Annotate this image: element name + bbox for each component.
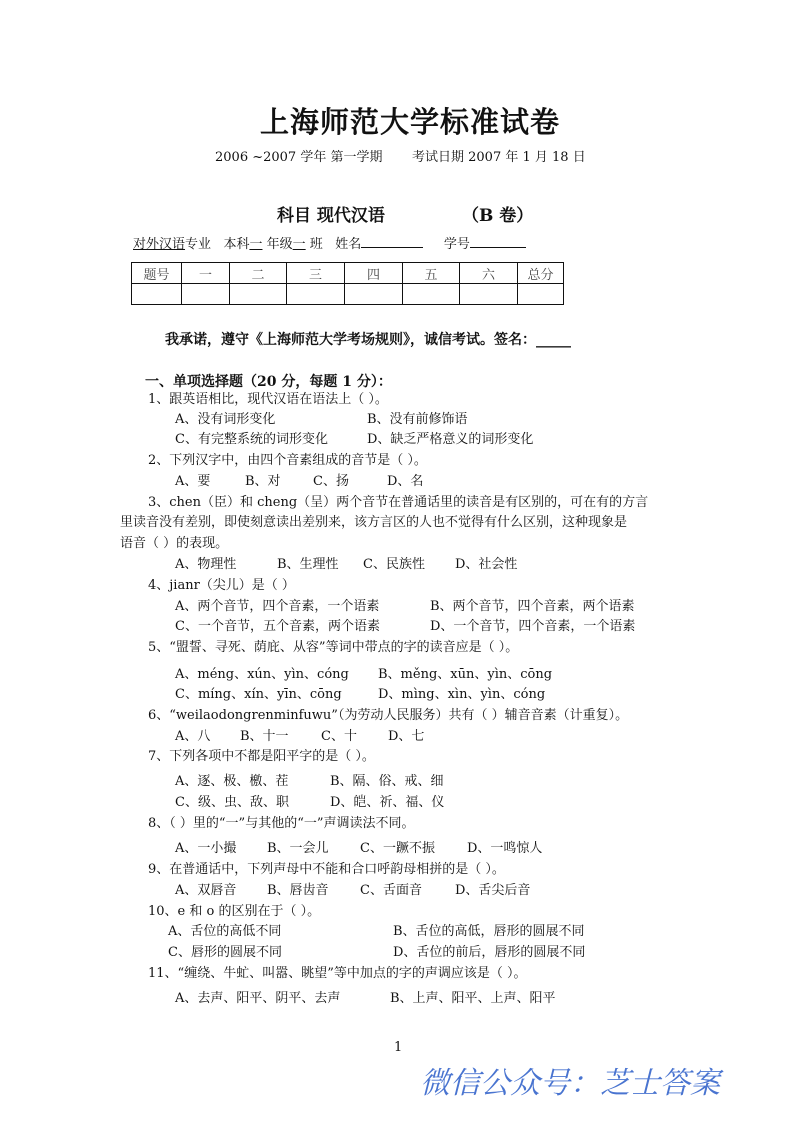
answer-option[interactable]: B、měng、xūn、yìn、cōng: [378, 667, 553, 682]
score-header-cell: 二: [230, 263, 287, 284]
score-cell[interactable]: [518, 284, 564, 305]
question-stem: 里读音没有差别，即使刻意读出差别来，该方言区的人也不觉得有什么区别，这种现象是: [120, 515, 628, 530]
answer-option[interactable]: C、唇形的圆展不同: [168, 945, 282, 960]
score-header-cell: 四: [345, 263, 403, 284]
grade-label: 年级: [266, 237, 293, 252]
question-stem: 10、e 和 o 的区别在于（ ）。: [148, 904, 321, 919]
score-cell[interactable]: [182, 284, 230, 305]
question-stem: 3、chen（臣）和 cheng（呈）两个音节在普通话里的读音是有区别的，可在有的方言: [148, 495, 649, 510]
answer-option[interactable]: C、míng、xín、yīn、cōng: [175, 687, 342, 702]
answer-option[interactable]: D、皑、祈、福、仪: [330, 795, 445, 810]
score-table-header: [132, 263, 564, 284]
answer-option[interactable]: B、隔、俗、戒、细: [330, 774, 444, 789]
score-header-cell: 题号: [132, 263, 182, 284]
answer-option[interactable]: C、级、虫、敌、职: [175, 795, 289, 810]
answer-option[interactable]: D、一个音节，四个音素，一个语素: [430, 619, 636, 634]
answer-option[interactable]: A、物理性: [175, 557, 237, 572]
question-stem: 4、jianr（尖儿）是（ ）: [148, 578, 295, 593]
class-value[interactable]: 一: [292, 237, 306, 252]
answer-option[interactable]: C、舌面音: [360, 883, 422, 898]
answer-option[interactable]: C、民族性: [363, 557, 425, 572]
answer-option[interactable]: A、去声、阳平、阴平、去声: [175, 991, 341, 1006]
answer-option[interactable]: B、十一: [240, 729, 289, 744]
question-stem: 11、“缠绕、牛虻、叫嚣、眺望”等中加点的字的声调应该是（ ）。: [148, 966, 527, 981]
answer-option[interactable]: D、舌尖后音: [455, 883, 531, 898]
page-number: 1: [394, 1040, 403, 1055]
name-field[interactable]: [361, 234, 423, 248]
question-stem: 6、“weilaodongrenminfuwu”（为劳动人民服务）共有（ ）辅音音素（计重复）。: [148, 708, 629, 723]
watermark: 微信公众号：芝士答案: [420, 1066, 720, 1101]
question-stem: 语音（ ）的表现。: [120, 536, 229, 551]
question-stem: 1、跟英语相比，现代汉语在语法上（ ）。: [148, 392, 388, 407]
answer-option[interactable]: D、名: [387, 474, 424, 489]
answer-option[interactable]: A、舌位的高低不同: [168, 924, 282, 939]
answer-option[interactable]: A、一小撮: [175, 841, 237, 856]
student-id-field[interactable]: [470, 234, 526, 248]
answer-option[interactable]: B、生理性: [277, 557, 339, 572]
grade-value[interactable]: 一: [249, 237, 263, 252]
answer-option[interactable]: A、逐、极、檄、茬: [175, 774, 289, 789]
section-heading: 一、单项选择题（20 分，每题 1 分）：: [145, 374, 392, 390]
question-stem: 9、在普通话中，下列声母中不能和合口呼韵母相拼的是（ ）。: [148, 862, 505, 877]
question-stem: 8、（ ）里的“一”与其他的“一”声调读法不同。: [148, 816, 415, 831]
paper-version: （B 卷）: [462, 206, 534, 226]
answer-option[interactable]: B、没有前修饰语: [367, 412, 468, 427]
class-label: 班: [309, 237, 323, 252]
answer-option[interactable]: A、要: [175, 474, 211, 489]
answer-option[interactable]: D、一鸣惊人: [467, 841, 543, 856]
subject: 科目 现代汉语: [277, 206, 385, 226]
answer-option[interactable]: B、舌位的高低，唇形的圆展不同: [393, 924, 585, 939]
answer-option[interactable]: B、两个音节，四个音素，两个语素: [430, 599, 635, 614]
answer-option[interactable]: A、méng、xún、yìn、cóng: [175, 667, 349, 682]
exam-title: 上海师范大学标准试卷: [259, 105, 560, 139]
score-cell[interactable]: [132, 284, 182, 305]
score-header-cell: 五: [403, 263, 460, 284]
answer-option[interactable]: B、一会儿: [267, 841, 329, 856]
answer-option[interactable]: A、两个音节，四个音素，一个语素: [175, 599, 380, 614]
id-label: 学号: [443, 237, 470, 252]
major-label: 专业: [185, 237, 212, 252]
answer-option[interactable]: C、一个音节，五个音素，两个语素: [175, 619, 380, 634]
answer-option[interactable]: A、双唇音: [175, 883, 237, 898]
score-cell[interactable]: [345, 284, 403, 305]
question-stem: 2、下列汉字中，由四个音素组成的音节是（ ）。: [148, 453, 427, 468]
student-info-line: [133, 234, 526, 253]
score-table: [131, 262, 564, 305]
major-value[interactable]: 对外汉语: [133, 237, 186, 252]
answer-option[interactable]: C、一蹶不振: [360, 841, 435, 856]
question-stem: 5、“盟誓、寻死、荫庇、从容”等词中带点的字的读音应是（ ）。: [148, 640, 519, 655]
score-cell[interactable]: [403, 284, 460, 305]
score-cell[interactable]: [460, 284, 518, 305]
score-table-scores: [132, 284, 564, 305]
answer-option[interactable]: D、mìng、xìn、yìn、cóng: [378, 687, 546, 702]
answer-option[interactable]: D、七: [388, 729, 425, 744]
answer-option[interactable]: C、有完整系统的词形变化: [175, 432, 328, 447]
answer-option[interactable]: B、对: [245, 474, 281, 489]
score-cell[interactable]: [230, 284, 287, 305]
score-header-cell: 一: [182, 263, 230, 284]
name-label: 姓名: [335, 237, 362, 252]
academic-term: 2006 ~2007 学年 第一学期: [215, 150, 383, 165]
answer-option[interactable]: B、唇齿音: [267, 883, 329, 898]
answer-option[interactable]: D、舌位的前后，唇形的圆展不同: [393, 945, 586, 960]
answer-option[interactable]: D、社会性: [455, 557, 518, 572]
score-header-cell: 六: [460, 263, 518, 284]
score-header-cell: 三: [287, 263, 345, 284]
answer-option[interactable]: B、上声、阳平、上声、阳平: [390, 991, 556, 1006]
answer-option[interactable]: C、扬: [313, 474, 349, 489]
integrity-pledge: 我承诺，遵守《上海师范大学考场规则》，诚信考试。签名：_____: [165, 332, 571, 348]
answer-option[interactable]: A、没有词形变化: [175, 412, 276, 427]
answer-option[interactable]: A、八: [175, 729, 211, 744]
level-label: 本科: [223, 237, 250, 252]
score-cell[interactable]: [287, 284, 345, 305]
score-header-cell: 总分: [518, 263, 564, 284]
exam-date: 考试日期 2007 年 1 月 18 日: [412, 150, 586, 165]
answer-option[interactable]: D、缺乏严格意义的词形变化: [367, 432, 534, 447]
answer-option[interactable]: C、十: [321, 729, 357, 744]
question-stem: 7、下列各项中不都是阳平字的是（ ）。: [148, 749, 375, 764]
